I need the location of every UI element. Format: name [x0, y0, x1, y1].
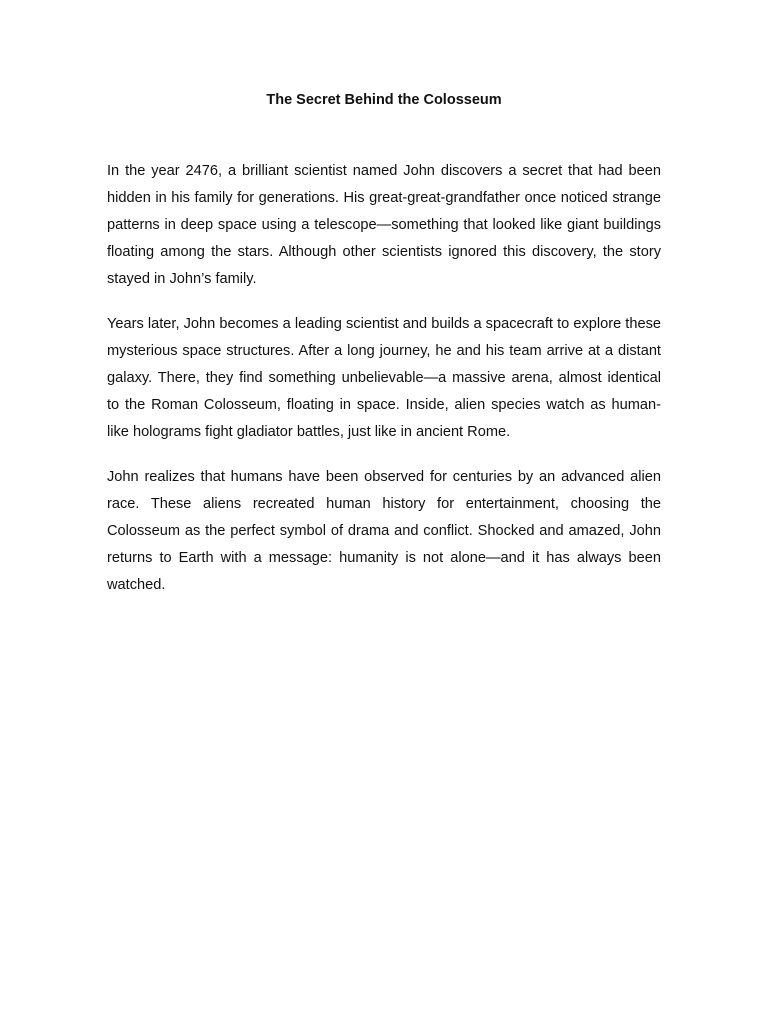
paragraph-2: Years later, John becomes a leading scientist and builds a spacecraft to explore these mysterious space structures. After a long journey, he and his team arrive at a distant galaxy. There, they find something unbelievable—a massive arena, almost identical to the Roman Colosseum, floating in space. Inside, alien species watch as human-like holograms fight gladiator battles, just like in ancient Rome.	[107, 316, 661, 440]
document-title: The Secret Behind the Colosseum	[266, 92, 502, 108]
paragraph-1: In the year 2476, a brilliant scientist named John discovers a secret that had been hidden in his family for generations. His great-great-grandfather once noticed strange patterns in deep space using a telescope—something that looked like giant buildings floating among the stars. Although other scientists ignored this discovery, the story stayed in John’s family.	[107, 163, 661, 287]
document-body	[107, 158, 661, 617]
paragraph-3: John realizes that humans have been observed for centuries by an advanced alien race. These aliens recreated human history for entertainment, choosing the Colosseum as the perfect symbol of drama and conflict. Shocked and amazed, John returns to Earth with a message: humanity is not alone—and it has always been watched.	[107, 469, 661, 593]
